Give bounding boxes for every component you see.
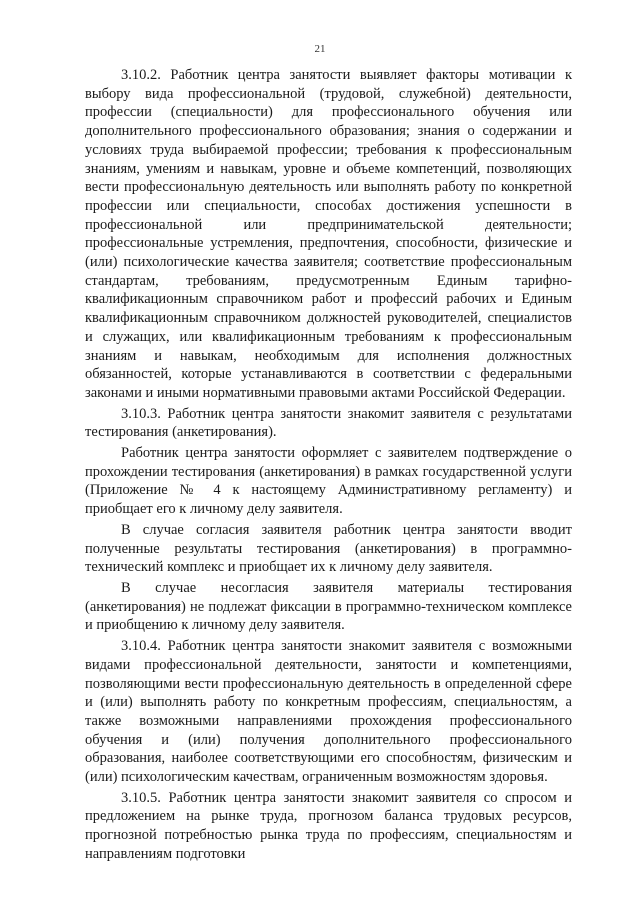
paragraph-3-10-3: 3.10.3. Работник центра занятости знакомит заявителя с результатами тестирования (анкетирования). xyxy=(85,405,572,441)
paragraph-confirmation: Работник центра занятости оформляет с заявителем подтверждение о прохождении тестирования (анкетирования) в рамках государственной услуги (Приложение № 4 к настоящему Административному регламенту) и приобщает его к личному делу заявителя. xyxy=(85,445,572,518)
document-body xyxy=(85,66,572,866)
paragraph-consent: В случае согласия заявителя работник центра занятости вводит полученные результаты тестирования (анкетирования) в программно-технический комплекс и приобщает их к личному делу заявителя. xyxy=(85,521,572,576)
page-number: 21 xyxy=(314,43,326,55)
paragraph-3-10-2: 3.10.2. Работник центра занятости выявляет факторы мотивации к выбору вида профессиональной (трудовой, служебной) деятельности, профессии (специальности) для профессионального обучения или дополнительного профессионального образования; знания о содержании и условиях труда выбираемой профессии; требования к профессиональным знаниям, умениям и навыкам, уровне и объеме компетенций, позволяющих вести профессиональную деятельность или выполнять работу по конкретной профессии или специальности, способах достижения успешности в профессиональной или предпринимательской деятельности; профессиональные устремления, предпочтения, способности, физические и (или) психологические качества заявителя; соответствие профессиональным стандартам, требованиям, предусмотренным Единым тарифно-квалификационным справочником работ и профессий рабочих и Единым квалификационным справочником должностей руководителей, специалистов и служащих, или квалификационным требованиям к профессиональным знаниям и навыкам, необходимым для исполнения должностных обязанностей, которые устанавливаются в соответствии с федеральными законами и иными нормативными правовыми актами Российской Федерации. xyxy=(85,67,572,401)
paragraph-disagreement: В случае несогласия заявителя материалы тестирования (анкетирования) не подлежат фиксации в программно-техническом комплексе и приобщению к личному делу заявителя. xyxy=(85,579,572,634)
paragraph-3-10-5: 3.10.5. Работник центра занятости знакомит заявителя со спросом и предложением на рынке труда, прогнозом баланса трудовых ресурсов, прогнозной потребностью рынка труда по профессиям, специальностям и направлениям подготовки xyxy=(85,789,572,862)
paragraph-3-10-4: 3.10.4. Работник центра занятости знакомит заявителя с возможными видами профессиональной деятельности, занятости и компетенциями, позволяющими вести профессиональную деятельность в определенной сфере и (или) выполнять работу по конкретным профессиям, специальностям, а также возможными направлениями прохождения профессионального обучения и (или) получения дополнительного профессионального образования, наиболее соответствующими его способностям, физическим и (или) психологическим качествам, ограниченным возможностям здоровья. xyxy=(85,638,572,786)
